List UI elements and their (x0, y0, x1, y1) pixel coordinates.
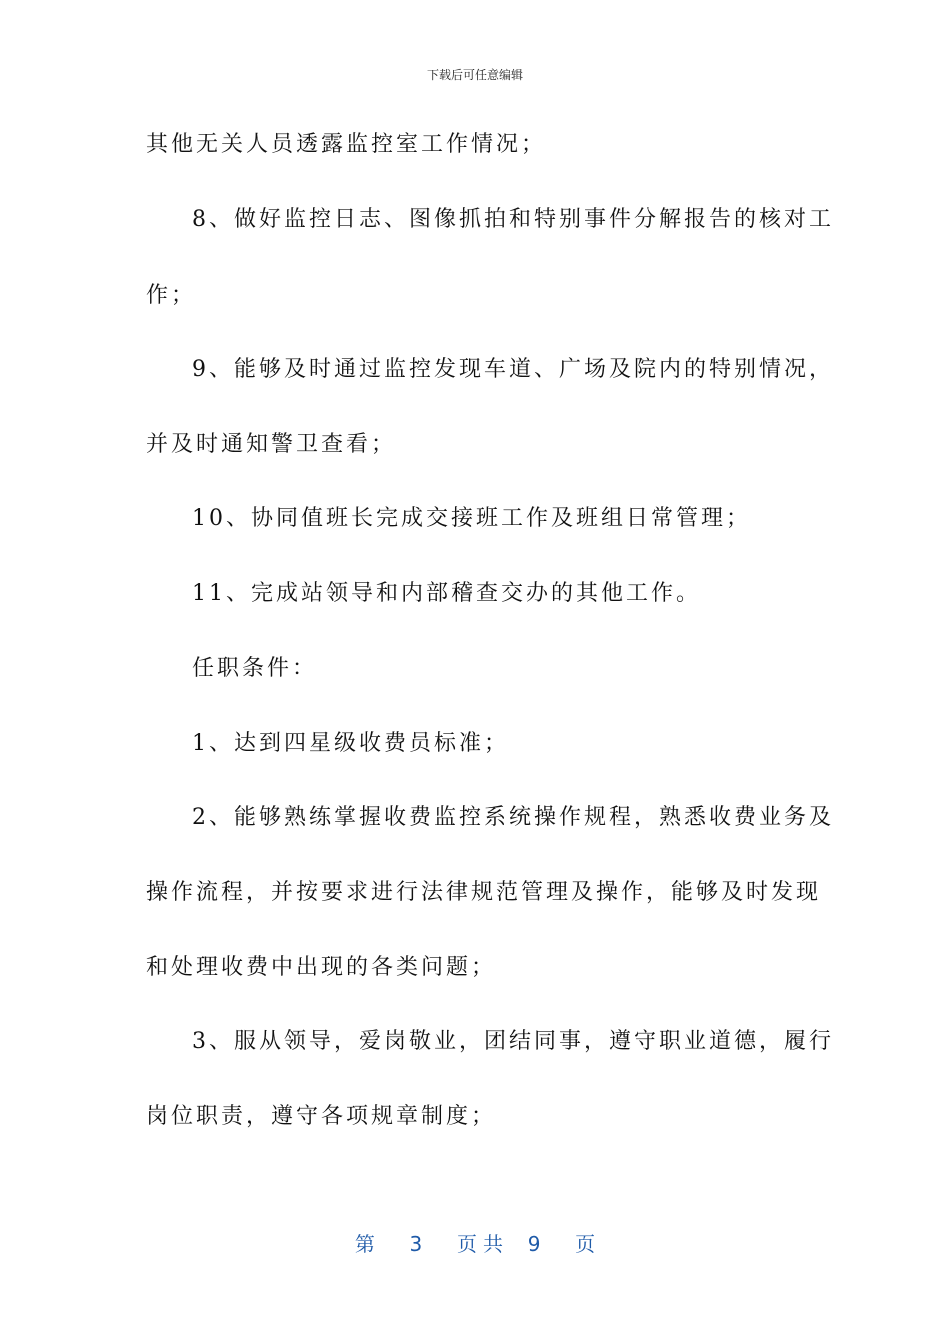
body-line-14: 岗位职责，遵守各项规章制度； (146, 1104, 497, 1129)
body-line-1: 其他无关人员透露监控室工作情况； (146, 132, 547, 157)
body-line-11: 操作流程，并按要求进行法律规范管理及操作，能够及时发现 (146, 880, 822, 905)
current-page-number: 3 (409, 1232, 423, 1256)
page-footer (0, 1228, 950, 1257)
page-label-prefix: 第 (354, 1232, 375, 1256)
page-label-mid: 页共 (457, 1232, 509, 1256)
body-line-5: 并及时通知警卫查看； (146, 432, 397, 457)
body-line-3: 作； (146, 283, 197, 308)
body-line-12: 和处理收费中出现的各类问题； (146, 955, 497, 980)
header-note: 下载后可任意编辑 (426, 68, 523, 82)
body-line-6: 10、协同值班长完成交接班工作及班组日常管理； (192, 506, 751, 531)
body-line-4: 9、能够及时通过监控发现车道、广场及院内的特别情况， (192, 357, 834, 382)
body-line-10: 2、能够熟练掌握收费监控系统操作规程，熟悉收费业务及 (192, 805, 834, 830)
body-line-13: 3、服从领导，爱岗敬业，团结同事，遵守职业道德，履行 (192, 1029, 834, 1054)
body-line-7: 11、完成站领导和内部稽查交办的其他工作。 (192, 581, 701, 606)
body-line-2: 8、做好监控日志、图像抓拍和特别事件分解报告的核对工 (192, 207, 834, 232)
page-label-suffix: 页 (575, 1232, 596, 1256)
body-line-9: 1、达到四星级收费员标准； (192, 731, 509, 756)
section-heading-qualifications: 任职条件： (192, 656, 318, 681)
total-pages-number: 9 (527, 1232, 541, 1256)
